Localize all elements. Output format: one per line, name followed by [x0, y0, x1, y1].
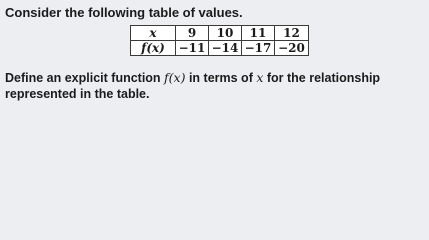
function-notation: f(x) — [164, 70, 186, 85]
variable-x: x — [256, 70, 264, 85]
question-text — [5, 70, 423, 102]
values-table — [130, 25, 309, 56]
question-part-1: Define an explicit function — [5, 71, 165, 85]
problem-prompt: Consider the following table of values. — [5, 5, 243, 20]
header-x: x — [131, 26, 176, 41]
fx-value: −14 — [209, 41, 242, 56]
header-fx: f(x) — [131, 41, 176, 56]
x-value: 9 — [176, 26, 209, 41]
fx-value: −11 — [176, 41, 209, 56]
x-value: 12 — [275, 26, 309, 41]
x-value: 10 — [209, 26, 242, 41]
x-value: 11 — [242, 26, 275, 41]
table-row-x — [131, 26, 309, 41]
question-part-3: for the relationship represented in the table. — [5, 71, 381, 101]
fx-value: −17 — [242, 41, 275, 56]
table-row-fx — [131, 41, 309, 56]
question-part-2: in terms of — [185, 71, 257, 85]
fx-value: −20 — [275, 41, 309, 56]
